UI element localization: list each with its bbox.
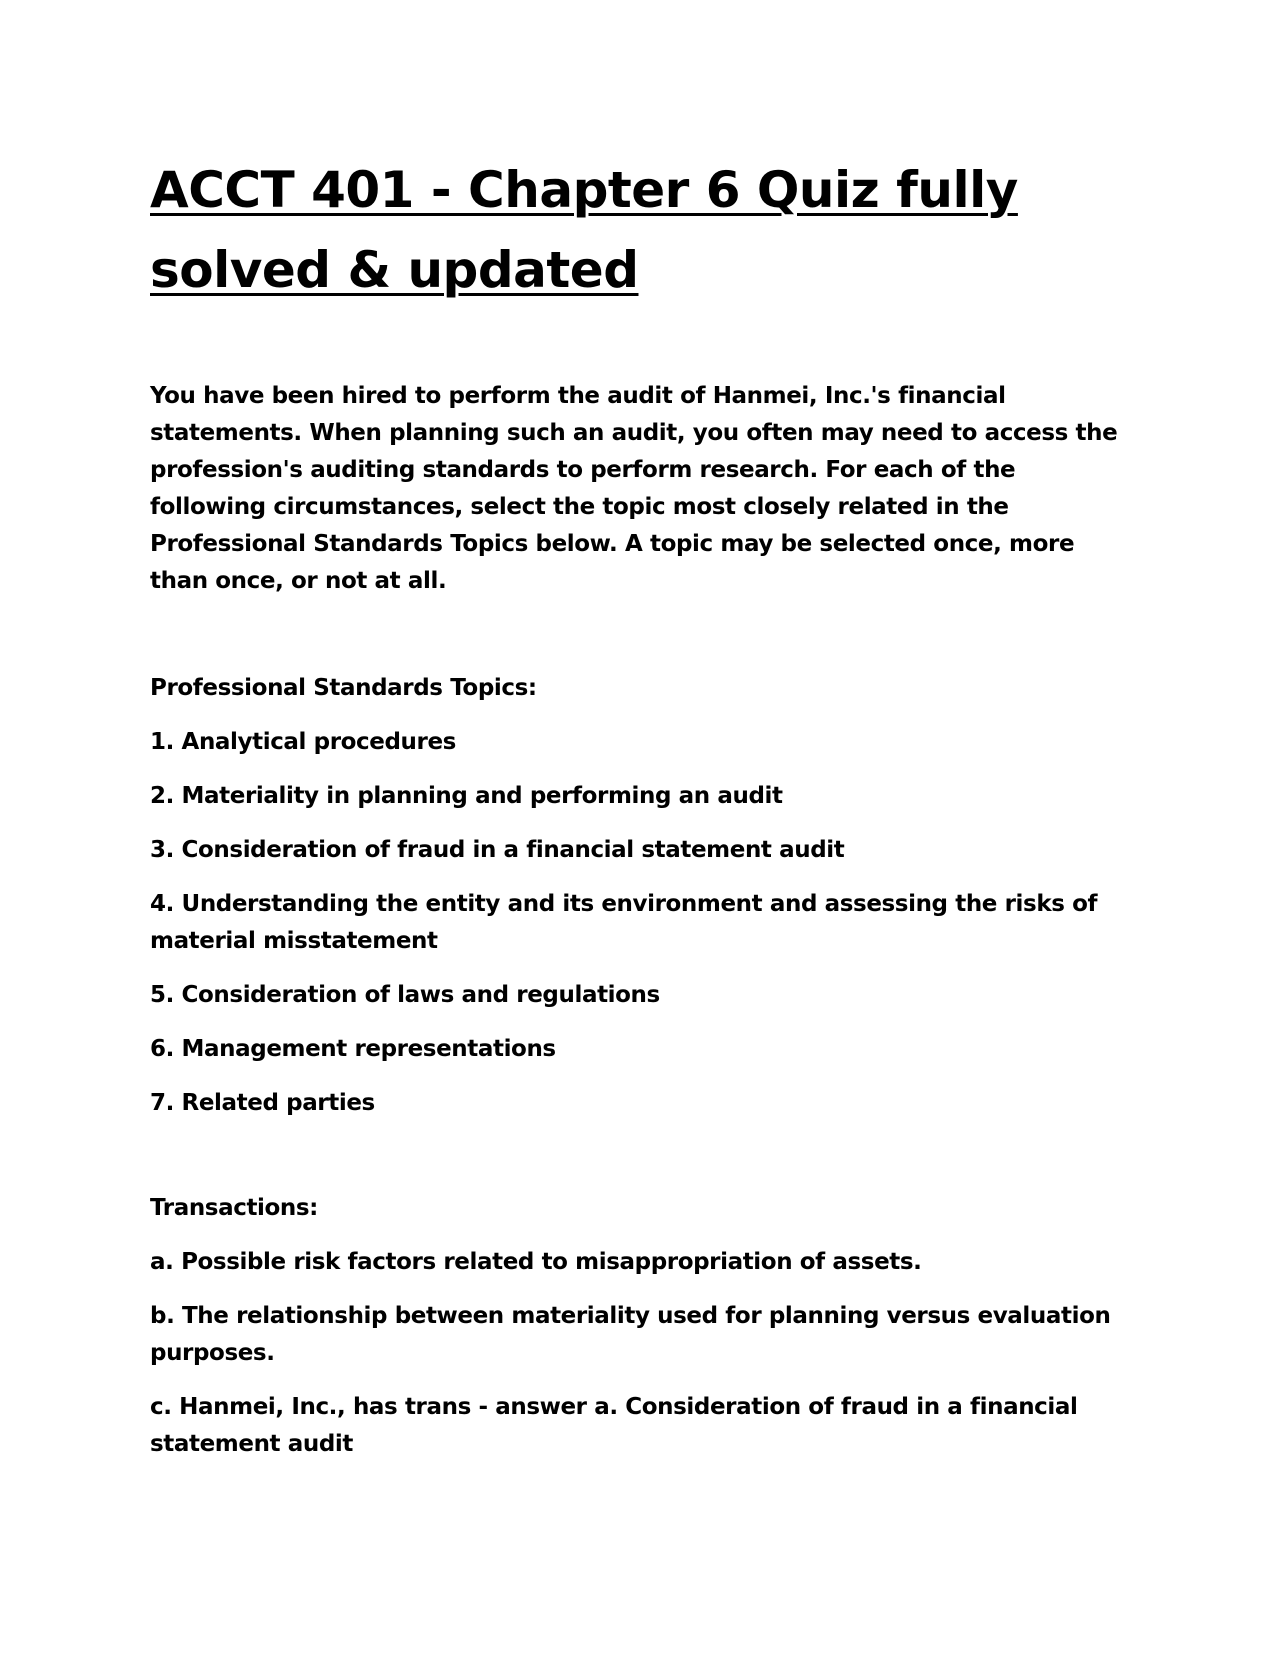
list-item: 3. Consideration of fraud in a financial statement audit — [150, 837, 845, 863]
list-item: 2. Materiality in planning and performing an audit — [150, 783, 783, 809]
list-item: 6. Management representations — [150, 1036, 556, 1062]
topics-heading: Professional Standards Topics: — [150, 675, 537, 701]
list-item: 5. Consideration of laws and regulations — [150, 982, 660, 1008]
transactions-heading: Transactions: — [150, 1195, 318, 1221]
list-item: 1. Analytical procedures — [150, 729, 456, 755]
topics-list — [150, 724, 1130, 1139]
transactions-list — [150, 1244, 1130, 1480]
list-item: a. Possible risk factors related to misappropriation of assets. — [150, 1249, 922, 1275]
list-item: 7. Related parties — [150, 1090, 375, 1116]
list-item: b. The relationship between materiality used for planning versus evaluation purposes. — [150, 1303, 1111, 1366]
list-item: 4. Understanding the entity and its environment and assessing the risks of material misstatement — [150, 891, 1098, 954]
list-item: c. Hanmei, Inc., has trans - answer a. Consideration of fraud in a financial statement audit — [150, 1394, 1078, 1457]
intro-paragraph: You have been hired to perform the audit of Hanmei, Inc.'s financial statements. When planning such an audit, you often may need to access the profession's auditing standards to perform research. For each of the following circumstances, select the topic most closely related in the Professional Standards Topics below. A topic may be selected once, more than once, or not at all. — [150, 383, 1118, 594]
document-title: ACCT 401 - Chapter 6 Quiz fully solved & updated — [150, 161, 1018, 299]
